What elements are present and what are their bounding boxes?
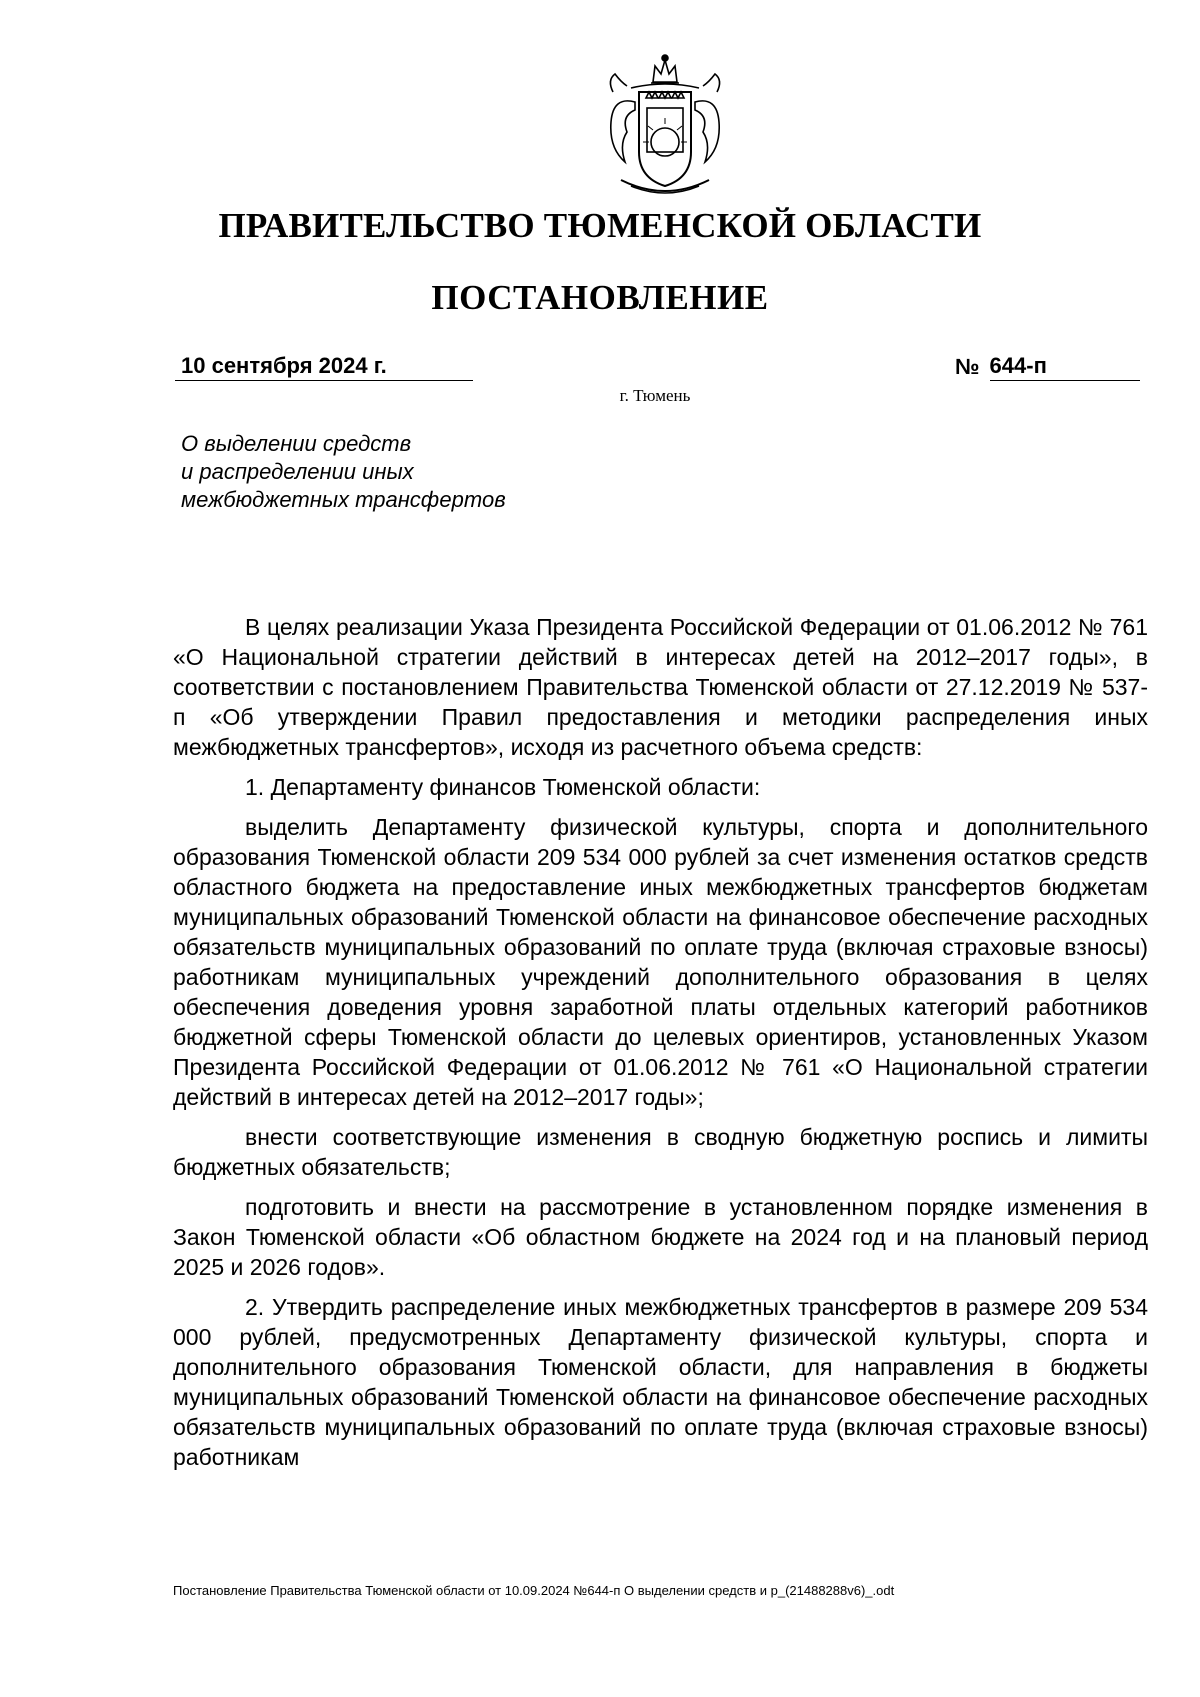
number-sign: №	[955, 354, 980, 379]
document-number-block	[955, 352, 1140, 381]
body-paragraph: В целях реализации Указа Президента Российской Федерации от 01.06.2012 № 761 «О Национальной стратегии действий в интересах детей на 2012–2017 годы», в соответствии с постановлением Правительства Тюменской области от 27.12.2019 № 537-п «Об утверждении Правил предоставления и методики распределения иных межбюджетных трансфертов», исходя из расчетного объема средств:	[173, 614, 1148, 760]
organization-title: ПРАВИТЕЛЬСТВО ТЮМЕНСКОЙ ОБЛАСТИ	[218, 206, 982, 245]
document-body	[173, 612, 1148, 1478]
document-date: 10 сентября 2024 г.	[175, 352, 473, 381]
document-number: 644-п	[990, 352, 1140, 381]
body-paragraph: 2. Утвердить распределение иных межбюджетных трансфертов в размере 209 534 000 рублей, предусмотренных Департаменту физической культуры, спорта и дополнительного образования Тюменской области, для направления в бюджеты муниципальных образований Тюменской области на финансовое обеспечение расходных обязательств муниципальных образований по оплате труда (включая страховые взносы) работникам	[173, 1294, 1148, 1470]
document-type-title: ПОСТАНОВЛЕНИЕ	[431, 278, 769, 317]
body-paragraph: внести соответствующие изменения в сводную бюджетную роспись и лимиты бюджетных обязательств;	[173, 1124, 1148, 1180]
body-paragraph: подготовить и внести на рассмотрение в установленном порядке изменения в Закон Тюменской области «Об областном бюджете на 2024 год и на плановый период 2025 и 2026 годов».	[173, 1194, 1148, 1280]
document-subject	[181, 430, 506, 514]
document-city: г. Тюмень	[619, 386, 691, 405]
subject-line: О выделении средств	[181, 431, 412, 456]
body-paragraph: 1. Департаменту финансов Тюменской области:	[245, 774, 761, 800]
body-paragraph: выделить Департаменту физической культуры, спорта и дополнительного образования Тюменской области 209 534 000 рублей за счет изменения остатков средств областного бюджета на предоставление иных межбюджетных трансфертов бюджетам муниципальных образований Тюменской области на финансовое обеспечение расходных обязательств муниципальных образований по оплате труда (включая страховые взносы) работникам муниципальных учреждений дополнительного образования в целях обеспечения доведения уровня заработной платы отдельных категорий работников бюджетной сферы Тюменской области до целевых ориентиров, установленных Указом Президента Российской Федерации от 01.06.2012 № 761 «О Национальной стратегии действий в интересах детей на 2012–2017 годы»;	[173, 814, 1148, 1110]
document-footer: Постановление Правительства Тюменской области от 10.09.2024 №644-п О выделении средств и р_(21488288v6)_.odt	[173, 1583, 895, 1598]
subject-line: и распределении иных	[181, 459, 414, 484]
coat-of-arms-emblem	[591, 52, 739, 204]
subject-line: межбюджетных трансфертов	[181, 487, 506, 512]
